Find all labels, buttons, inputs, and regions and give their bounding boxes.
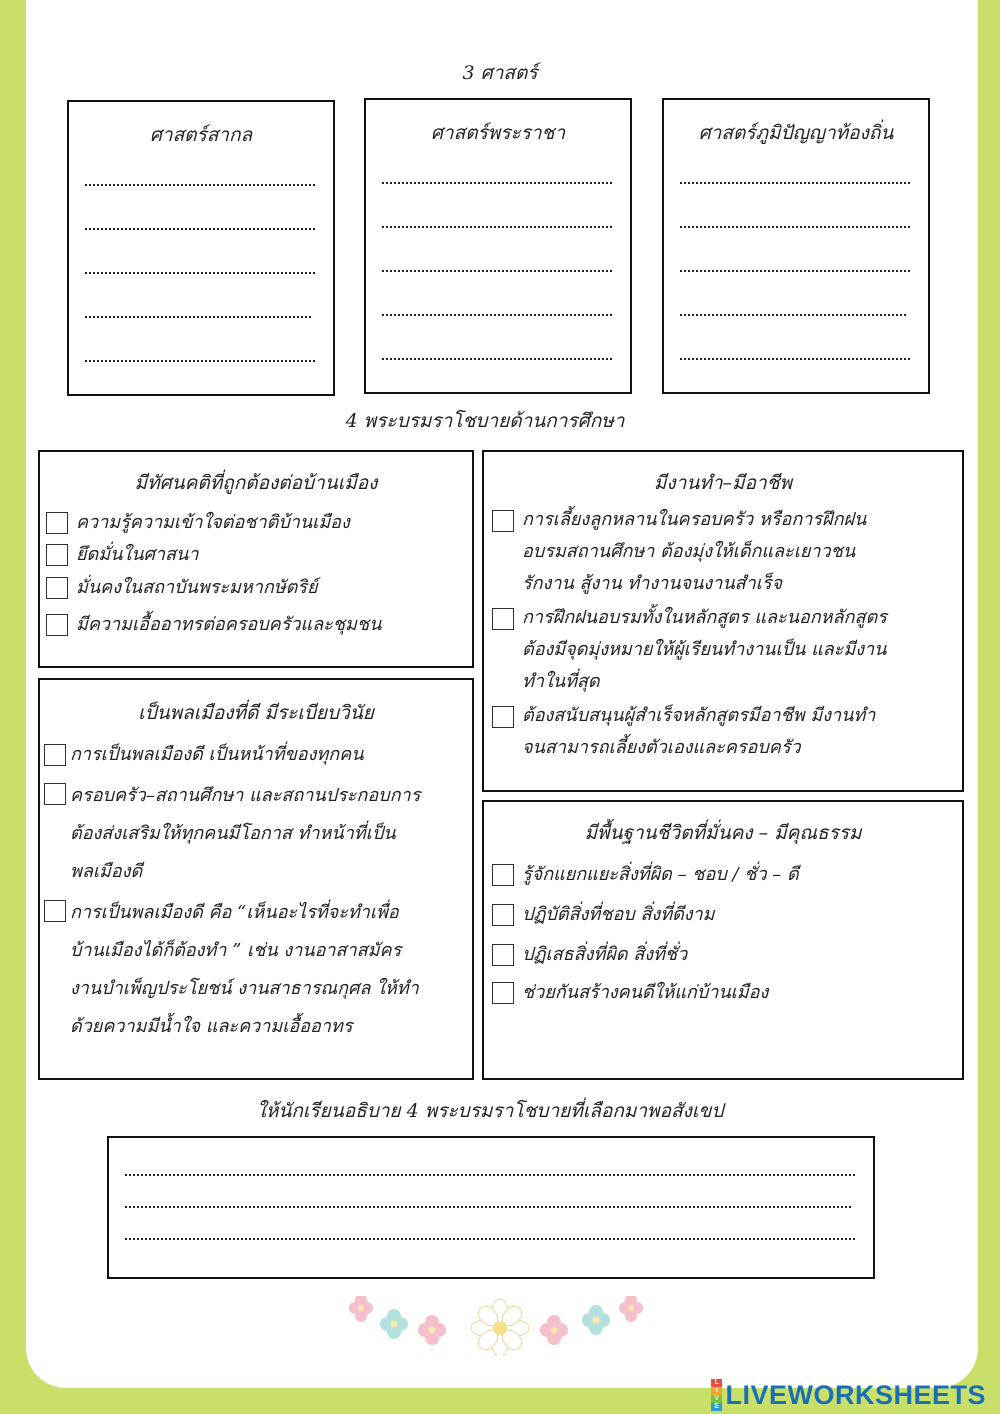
box-royal-science (364, 98, 632, 394)
checkbox[interactable] (492, 510, 514, 532)
flower-icon (349, 1296, 373, 1322)
answer-line[interactable] (680, 314, 906, 316)
checklist-item: ช่วยกันสร้างคนดีให้แก่บ้านเมือง (492, 976, 768, 1009)
checkbox[interactable] (44, 783, 66, 805)
answer-line[interactable] (85, 228, 315, 230)
box-title: ศาสตร์ภูมิปัญญาท้องถิ่น (698, 122, 894, 144)
flower-icon (380, 1309, 408, 1339)
answer-line[interactable] (125, 1206, 851, 1208)
checkbox[interactable] (492, 944, 514, 966)
answer-line[interactable] (125, 1238, 855, 1240)
checklist-item: มีความเอื้ออาทรต่อครอบครัวและชุมชน (46, 608, 381, 641)
checklist-item: ปฏิเสธสิ่งที่ผิด สิ่งที่ชั่ว (492, 938, 687, 971)
explain-heading: ให้นักเรียนอธิบาย 4 พระบรมราโชบายที่เลือกมาพอสังเขป (256, 1100, 724, 1122)
answer-line[interactable] (680, 270, 910, 272)
checklist-item: การฝึกฝนอบรมทั้งในหลักสูตร และนอกหลักสูตร ต้องมีจุดมุ่งหมายให้ผู้เรียนทำงานเป็น และมีงาน ทำในที่สุด (492, 602, 887, 698)
answer-line[interactable] (382, 226, 612, 228)
checkbox[interactable] (492, 864, 514, 886)
checkbox[interactable] (46, 577, 68, 599)
checklist-item: การเลี้ยงลูกหลานในครอบครัว หรือการฝึกฝน อบรมสถานศึกษา ต้องมุ่งให้เด็กและเยาวชน รักงาน สู้งาน ทำงานจนงานสำเร็จ (492, 504, 866, 600)
logo-text: LIVEWORKSHEETS (725, 1379, 986, 1410)
checkbox[interactable] (46, 614, 68, 636)
answer-line[interactable] (680, 358, 910, 360)
answer-line[interactable] (382, 358, 612, 360)
checkbox[interactable] (44, 900, 66, 922)
checkbox[interactable] (46, 512, 68, 534)
liveworksheets-logo[interactable] (711, 1379, 986, 1410)
box-title: ศาสตร์พระราชา (430, 122, 566, 144)
answer-line[interactable] (680, 226, 910, 228)
checklist-item: ยึดมั่นในศาสนา (46, 538, 198, 571)
explain-answer-box (107, 1136, 875, 1279)
answer-line[interactable] (85, 360, 315, 362)
flower-icon (582, 1305, 610, 1335)
answer-line[interactable] (680, 182, 910, 184)
checklist-item: รู้จักแยกแยะสิ่งที่ผิด – ชอบ / ชั่ว – ดี (492, 858, 799, 891)
checklist-item: การเป็นพลเมืองดี เป็นหน้าที่ของทุกคน (44, 738, 364, 771)
answer-line[interactable] (382, 314, 612, 316)
section3-heading: 3 ศาสตร์ (462, 62, 538, 84)
box-career (482, 450, 964, 792)
answer-line[interactable] (85, 272, 315, 274)
checklist-item: ต้องสนับสนุนผู้สำเร็จหลักสูตรมีอาชีพ มีงานทำ จนสามารถเลี้ยงตัวเองและครอบครัว (492, 700, 875, 764)
flower-icon (540, 1315, 568, 1345)
checkbox[interactable] (492, 608, 514, 630)
box-moral-foundation (482, 800, 964, 1080)
checkbox[interactable] (492, 982, 514, 1004)
checklist-item: ความรู้ความเข้าใจต่อชาติบ้านเมือง (46, 506, 350, 539)
section4-heading: 4 พระบรมราโชบายด้านการศึกษา (345, 410, 625, 432)
flower-decoration (345, 1296, 655, 1356)
answer-line[interactable] (125, 1174, 855, 1176)
checklist-item: ครอบครัว–สถานศึกษา และสถานประกอบการ ต้องส่งเสริมให้ทุกคนมีโอกาส ทำหน้าที่เป็น พลเมืองดี (44, 777, 420, 891)
flower-icon (471, 1299, 529, 1356)
box-attitude (38, 450, 474, 668)
box-title: มีทัศนคติที่ถูกต้องต่อบ้านเมือง (134, 472, 378, 494)
box-good-citizen (38, 678, 474, 1080)
checklist-item: ปฏิบัติสิ่งที่ชอบ สิ่งที่ดีงาม (492, 898, 715, 931)
checklist-item: มั่นคงในสถาบันพระมหากษัตริย์ (46, 571, 318, 604)
checklist-item: การเป็นพลเมืองดี คือ “เห็นอะไรที่จะทำเพื่อ บ้านเมืองได้ก็ต้องทำ ” เช่น งานอาสาสมัคร งานบำเพ็ญประโยชน์ งานสาธารณกุศล ให้ทำ ด้วยความมีน้ำใจ และความเอื้ออาทร (44, 894, 419, 1046)
box-title: มีพื้นฐานชีวิตที่มั่นคง – มีคุณธรรม (584, 822, 862, 844)
checkbox[interactable] (46, 544, 68, 566)
answer-line[interactable] (85, 184, 315, 186)
answer-line[interactable] (85, 316, 311, 318)
box-universal-science (67, 100, 335, 396)
answer-line[interactable] (382, 182, 612, 184)
box-local-wisdom-science (662, 98, 930, 394)
box-title: เป็นพลเมืองที่ดี มีระเบียบวินัย (138, 702, 374, 724)
box-title: ศาสตร์สากล (149, 124, 253, 146)
box-title: มีงานทำ–มีอาชีพ (653, 472, 793, 494)
answer-line[interactable] (382, 270, 612, 272)
flower-icon (619, 1296, 643, 1322)
flower-icon (418, 1315, 446, 1345)
checkbox[interactable] (44, 744, 66, 766)
checkbox[interactable] (492, 706, 514, 728)
liveworksheets-mark-icon: L I V E (711, 1379, 722, 1411)
checkbox[interactable] (492, 904, 514, 926)
